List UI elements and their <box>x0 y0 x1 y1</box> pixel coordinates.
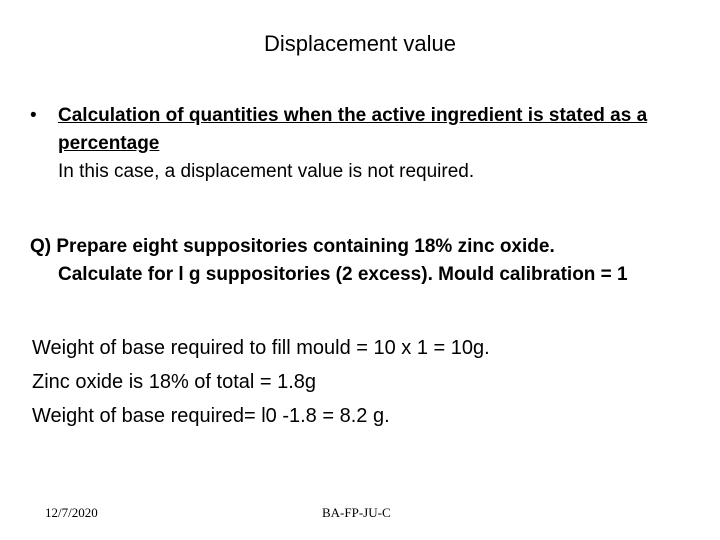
bullet-item <box>30 102 700 158</box>
footer-code: BA-FP-JU-C <box>322 505 391 520</box>
question-block <box>30 233 700 289</box>
slide-title: Displacement value <box>264 31 456 56</box>
calculation-line: Zinc oxide is 18% of total = 1.8g <box>32 371 317 393</box>
question-line-2: Calculate for l g suppositories (2 excess). Mould calibration = 1 <box>58 264 628 285</box>
calculation-line: Weight of base required= l0 -1.8 = 8.2 g. <box>32 405 390 427</box>
calculation-line: Weight of base required to fill mould = 10 x 1 = 10g. <box>32 337 490 359</box>
footer-date: 12/7/2020 <box>45 505 98 520</box>
bullet-heading: Calculation of quantities when the active ingredient is stated as a percentage <box>58 105 648 154</box>
bullet-icon: • <box>30 105 37 126</box>
bullet-section <box>30 102 700 186</box>
calculation-block <box>32 331 702 433</box>
question-line-1: Q) Prepare eight suppositories containing 18% zinc oxide. <box>30 236 555 257</box>
bullet-note: In this case, a displacement value is not required. <box>58 161 475 182</box>
